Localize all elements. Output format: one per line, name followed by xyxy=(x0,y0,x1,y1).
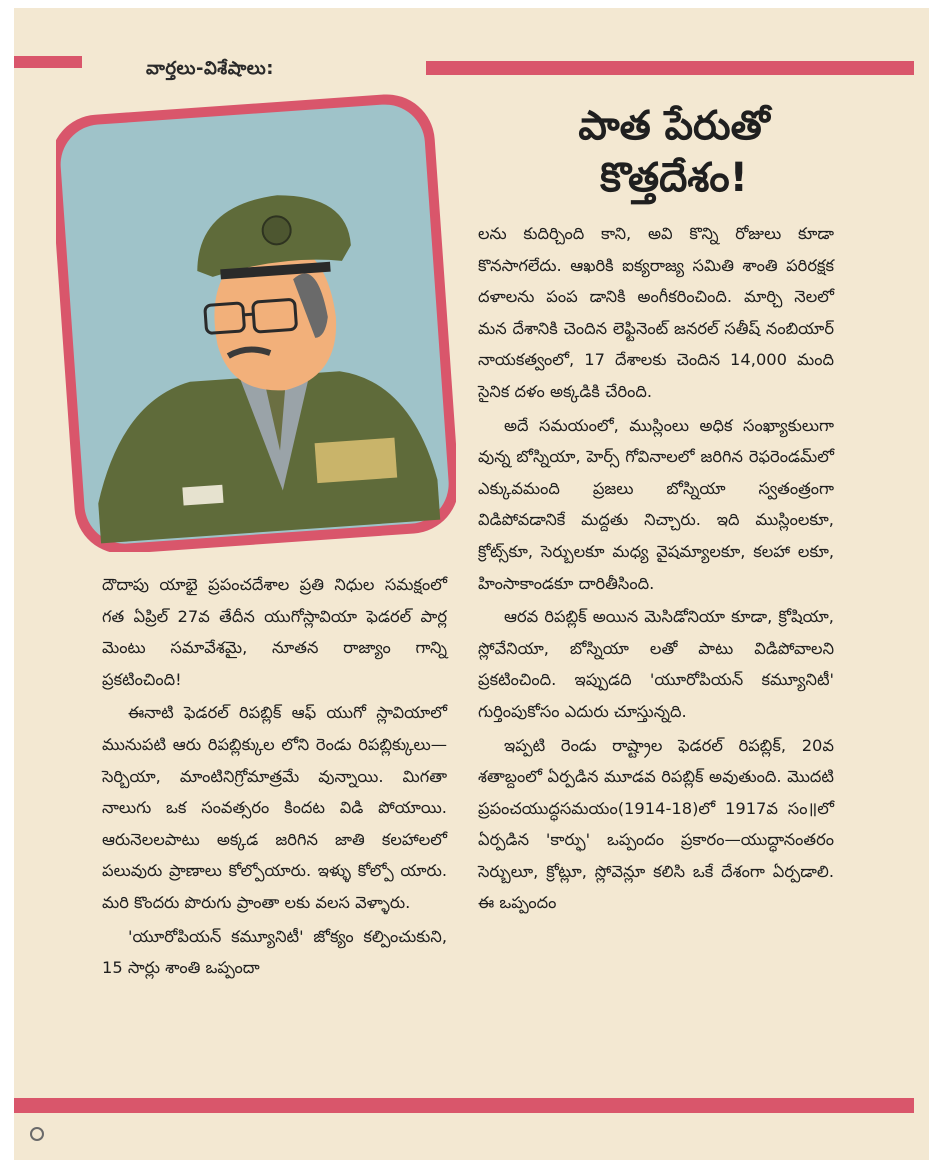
bottom-rule xyxy=(14,1098,914,1113)
portrait-illustration xyxy=(56,92,456,552)
right-paragraph-4: ఇప్పటి రెండు రాష్ట్రాల ఫెడరల్ రిపబ్లిక్, 20వ శతాబ్దంలో ఏర్పడిన మూడవ రిపబ్లిక్ అవుతుంది. మొదటి ప్రపంచయుద్ధసమయం(1914-18)లో 1917వ సం॥లో ఏర్పడిన 'కార్ఫు' ఒప్పందం ప్రకారం—యుద్ధానంతరం సెర్బులూ, క్రోట్లూ, స్లోవెన్లూ కలిసి ఒకే దేశంగా ఏర్పడాలి. ఈ ఒప్పందం xyxy=(478,735,834,913)
right-paragraph-1: లను కుదిర్చింది కాని, అవి కొన్ని రోజులు కూడా కొనసాగలేదు. ఆఖరికి ఐక్యరాజ్య సమితి శాంతి పరిరక్షక దళాలను పంప డానికి అంగీకరించింది. మార్చి నెలలో మన దేశానికి చెందిన లెఫ్టినెంట్ జనరల్ సతీష్ నంబియార్ నాయకత్వంలో, 17 దేశాలకు చెందిన 14,000 మంది సైనిక దళం అక్కడికి చేరింది. xyxy=(478,224,834,401)
page-corner-mark-icon xyxy=(28,1125,46,1143)
article-title xyxy=(534,100,814,204)
right-paragraph-2: అదే సమయంలో, ముస్లింలు అధిక సంఖ్యాకులుగా వున్న బోస్నియా, హెర్స్ గోవినాలలో జరిగిన రెఫరెండమ్‌లో ఎక్కువమంది ప్రజలు బోస్నియా స్వతంత్రంగా విడిపోవడానికే మద్దతు నిచ్చారు. ఇది ముస్లింలకూ, క్రోట్స్‌కూ, సెర్బులకూ మధ్య వైషమ్యాలకూ, కలహా లకూ, హింసాకాండకూ దారితీసింది. xyxy=(478,415,834,593)
top-left-rule xyxy=(14,56,82,68)
right-paragraph-3: ఆరవ రిపబ్లిక్ అయిన మెసిడోనియా కూడా, క్రోషియా, స్లోవేనియా, బోస్నియా లతో పాటు విడిపోవాలని ప్రకటించింది. ఇప్పుడది 'యూరోపియన్ కమ్యూనిటీ' గుర్తింపుకోసం ఎదురు చూస్తున్నది. xyxy=(478,607,834,721)
top-right-rule xyxy=(426,61,914,75)
right-column xyxy=(478,218,834,919)
title-line-1: పాత పేరుతో xyxy=(578,103,770,149)
left-paragraph-3: 'యూరోపియన్ కమ్యూనిటీ' జోక్యం కల్పించుకుని, 15 సార్లు శాంతి ఒప్పందా xyxy=(102,926,447,978)
title-line-2: కొత్తదేశం! xyxy=(600,155,748,201)
section-label: వార్తలు-విశేషాలు: xyxy=(146,58,274,79)
left-column xyxy=(102,569,447,984)
left-paragraph-1: దౌదాపు యాభై ప్రపంచదేశాల ప్రతి నిధుల సమక్షంలో గత ఏప్రిల్ 27వ తేదీన యుగోస్లావియా ఫెడరల్ పార్ల మెంటు సమావేశమై, నూతన రాజ్యాం గాన్ని ప్రకటించింది! xyxy=(102,575,447,689)
magazine-page xyxy=(14,8,929,1160)
left-paragraph-2: ఈనాటి ఫెడరల్ రిపబ్లిక్ ఆఫ్ యుగో స్లావియాలో మునుపటి ఆరు రిపబ్లిక్కుల లోని రెండు రిపబ్లిక్కులు—సెర్బియా, మాంటినిగ్రోమాత్రమే వున్నాయి. మిగతా నాలుగు ఒక సంవత్సరం కిందట విడి పోయాయి. ఆరునెలలపాటు అక్కడ జరిగిన జాతి కలహాలలో పలువురు ప్రాణాలు కోల్పోయారు. ఇళ్ళు కోల్పో యారు. మరి కొందరు పొరుగు ప్రాంతా లకు వలస వెళ్ళారు. xyxy=(102,703,447,912)
